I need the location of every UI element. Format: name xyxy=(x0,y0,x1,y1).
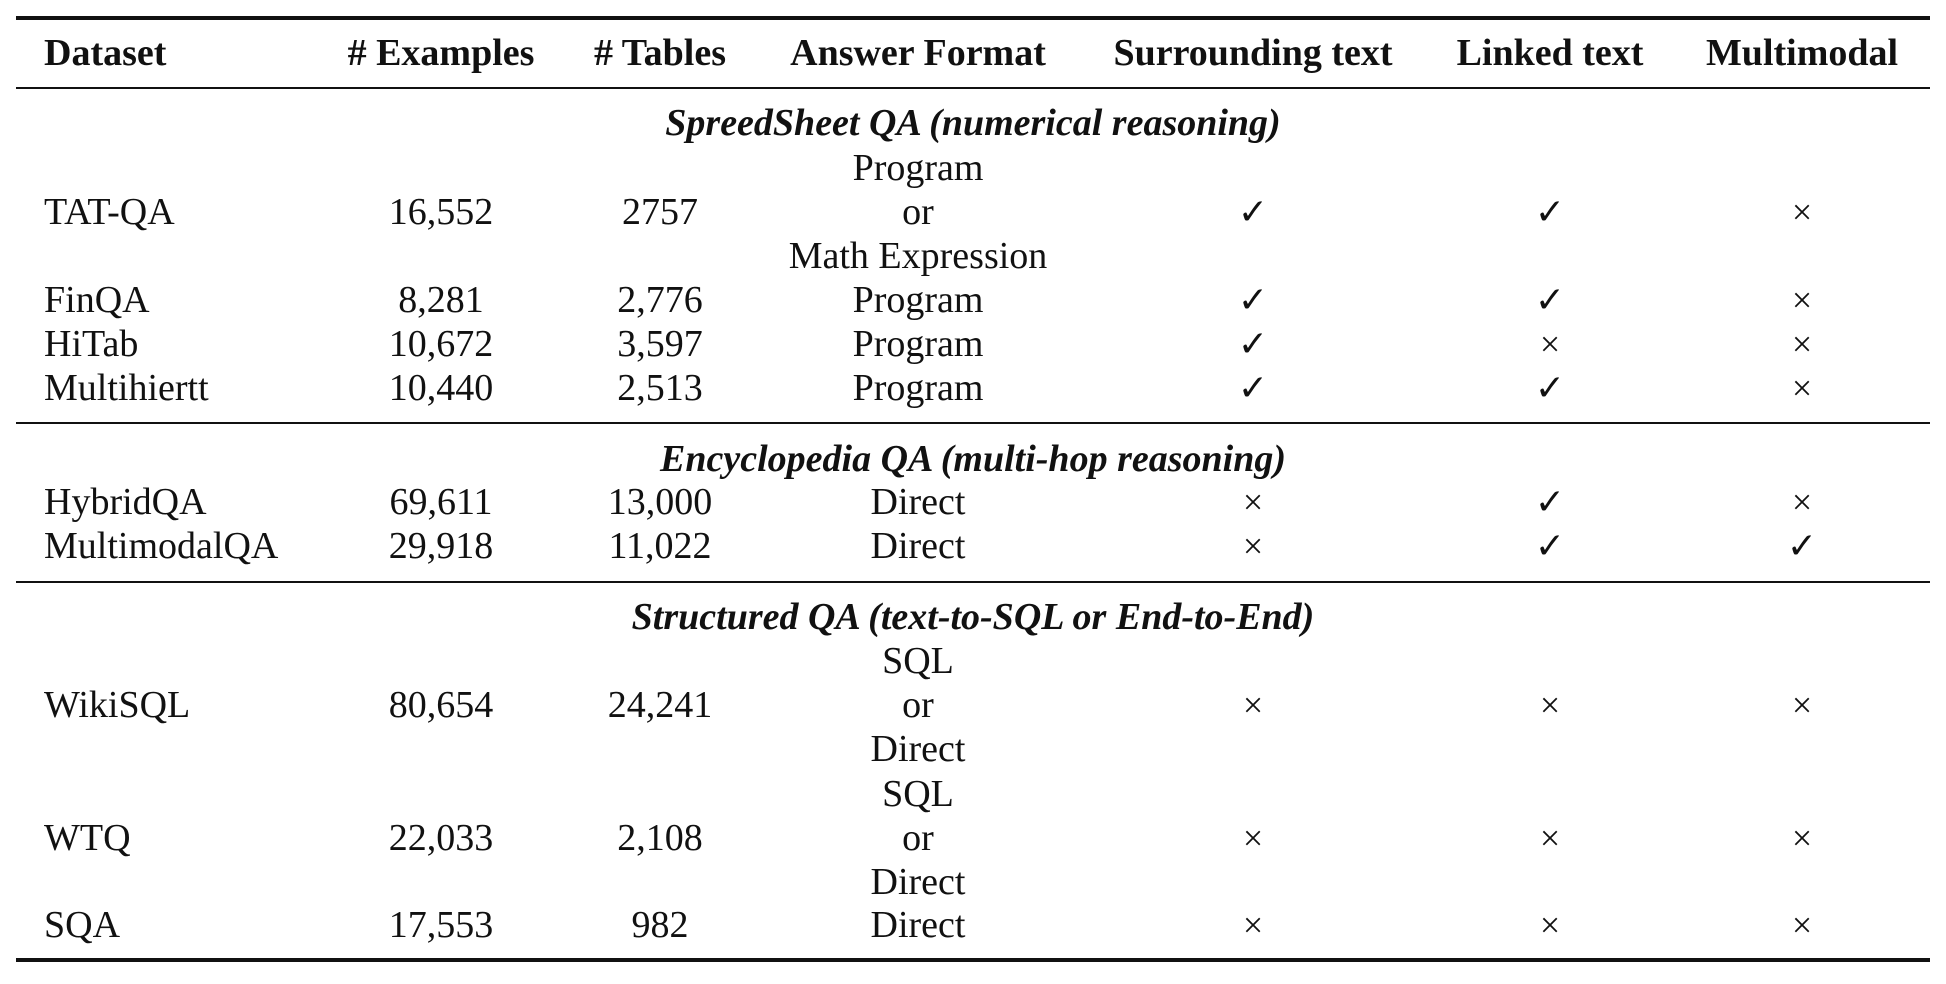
cell-tables: 13,000 xyxy=(607,481,713,523)
cell-tables: 2,108 xyxy=(617,817,703,859)
check-mark: ✓ xyxy=(1786,526,1818,566)
column-header-tables: # Tables xyxy=(593,32,727,74)
column-header-dataset: Dataset xyxy=(44,32,167,74)
section-divider-2 xyxy=(16,581,1930,583)
cross-mark: × xyxy=(1539,818,1561,858)
cell-answer-format: Direct xyxy=(870,728,966,770)
cross-mark: × xyxy=(1539,685,1561,725)
cell-answer-format: or xyxy=(902,684,934,726)
cell-answer-format: or xyxy=(902,817,934,859)
column-header-multimodal: Multimodal xyxy=(1705,32,1899,74)
section-title: SpreedSheet QA (numerical reasoning) xyxy=(665,102,1281,144)
cross-mark: × xyxy=(1791,818,1813,858)
cross-mark: × xyxy=(1791,324,1813,364)
cell-examples: 69,611 xyxy=(389,481,493,523)
check-mark: ✓ xyxy=(1534,192,1566,232)
cross-mark: × xyxy=(1791,368,1813,408)
section-divider-1 xyxy=(16,422,1930,424)
cell-dataset: Multihiertt xyxy=(44,367,209,409)
cell-tables: 24,241 xyxy=(607,684,713,726)
cell-dataset: WTQ xyxy=(44,817,131,859)
cell-dataset: MultimodalQA xyxy=(44,525,279,567)
cell-answer-format: Program xyxy=(852,367,984,409)
cell-tables: 2,513 xyxy=(617,367,703,409)
column-header-linked-text: Linked text xyxy=(1456,32,1644,74)
section-title: Structured QA (text-to-SQL or End-to-End) xyxy=(631,596,1315,638)
cross-mark: × xyxy=(1791,905,1813,945)
cell-answer-format: Math Expression xyxy=(788,235,1048,277)
check-mark: ✓ xyxy=(1237,368,1269,408)
cell-answer-format: SQL xyxy=(882,773,954,815)
check-mark: ✓ xyxy=(1534,280,1566,320)
column-header-examples: # Examples xyxy=(347,32,535,74)
check-mark: ✓ xyxy=(1237,192,1269,232)
column-header-answer-format: Answer Format xyxy=(790,32,1046,74)
check-mark: ✓ xyxy=(1237,324,1269,364)
cell-answer-format: Program xyxy=(852,323,984,365)
cell-dataset: HiTab xyxy=(44,323,139,365)
cell-answer-format: SQL xyxy=(882,640,954,682)
cell-dataset: HybridQA xyxy=(44,481,207,523)
cell-examples: 10,440 xyxy=(388,367,494,409)
cell-examples: 16,552 xyxy=(388,191,494,233)
cell-dataset: WikiSQL xyxy=(44,684,191,726)
cell-examples: 22,033 xyxy=(388,817,494,859)
cell-examples: 29,918 xyxy=(388,525,494,567)
header-rule xyxy=(16,87,1930,89)
cross-mark: × xyxy=(1791,685,1813,725)
cell-tables: 982 xyxy=(631,904,689,946)
cross-mark: × xyxy=(1242,482,1264,522)
cross-mark: × xyxy=(1539,905,1561,945)
cell-examples: 8,281 xyxy=(398,279,484,321)
cell-dataset: TAT-QA xyxy=(44,191,175,233)
section-title: Encyclopedia QA (multi-hop reasoning) xyxy=(660,438,1286,480)
cross-mark: × xyxy=(1242,685,1264,725)
cell-answer-format: Direct xyxy=(870,525,966,567)
check-mark: ✓ xyxy=(1534,526,1566,566)
cell-dataset: FinQA xyxy=(44,279,150,321)
cell-answer-format: Program xyxy=(852,147,984,189)
cell-tables: 2757 xyxy=(622,191,698,233)
cell-answer-format: Direct xyxy=(870,481,966,523)
cross-mark: × xyxy=(1539,324,1561,364)
check-mark: ✓ xyxy=(1237,280,1269,320)
cross-mark: × xyxy=(1791,192,1813,232)
cross-mark: × xyxy=(1242,818,1264,858)
table-bottom-rule xyxy=(16,958,1930,962)
cell-answer-format: Direct xyxy=(870,861,966,903)
cell-answer-format: Program xyxy=(852,279,984,321)
cell-answer-format: or xyxy=(902,191,934,233)
cell-examples: 80,654 xyxy=(388,684,494,726)
cell-examples: 17,553 xyxy=(388,904,494,946)
table-top-rule xyxy=(16,16,1930,20)
cell-answer-format: Direct xyxy=(870,904,966,946)
cross-mark: × xyxy=(1242,526,1264,566)
check-mark: ✓ xyxy=(1534,368,1566,408)
cross-mark: × xyxy=(1791,482,1813,522)
cell-tables: 11,022 xyxy=(608,525,712,567)
cell-tables: 3,597 xyxy=(617,323,703,365)
column-header-surrounding-text: Surrounding text xyxy=(1113,32,1393,74)
cross-mark: × xyxy=(1791,280,1813,320)
cell-dataset: SQA xyxy=(44,904,121,946)
check-mark: ✓ xyxy=(1534,482,1566,522)
cell-tables: 2,776 xyxy=(617,279,703,321)
cross-mark: × xyxy=(1242,905,1264,945)
cell-examples: 10,672 xyxy=(388,323,494,365)
